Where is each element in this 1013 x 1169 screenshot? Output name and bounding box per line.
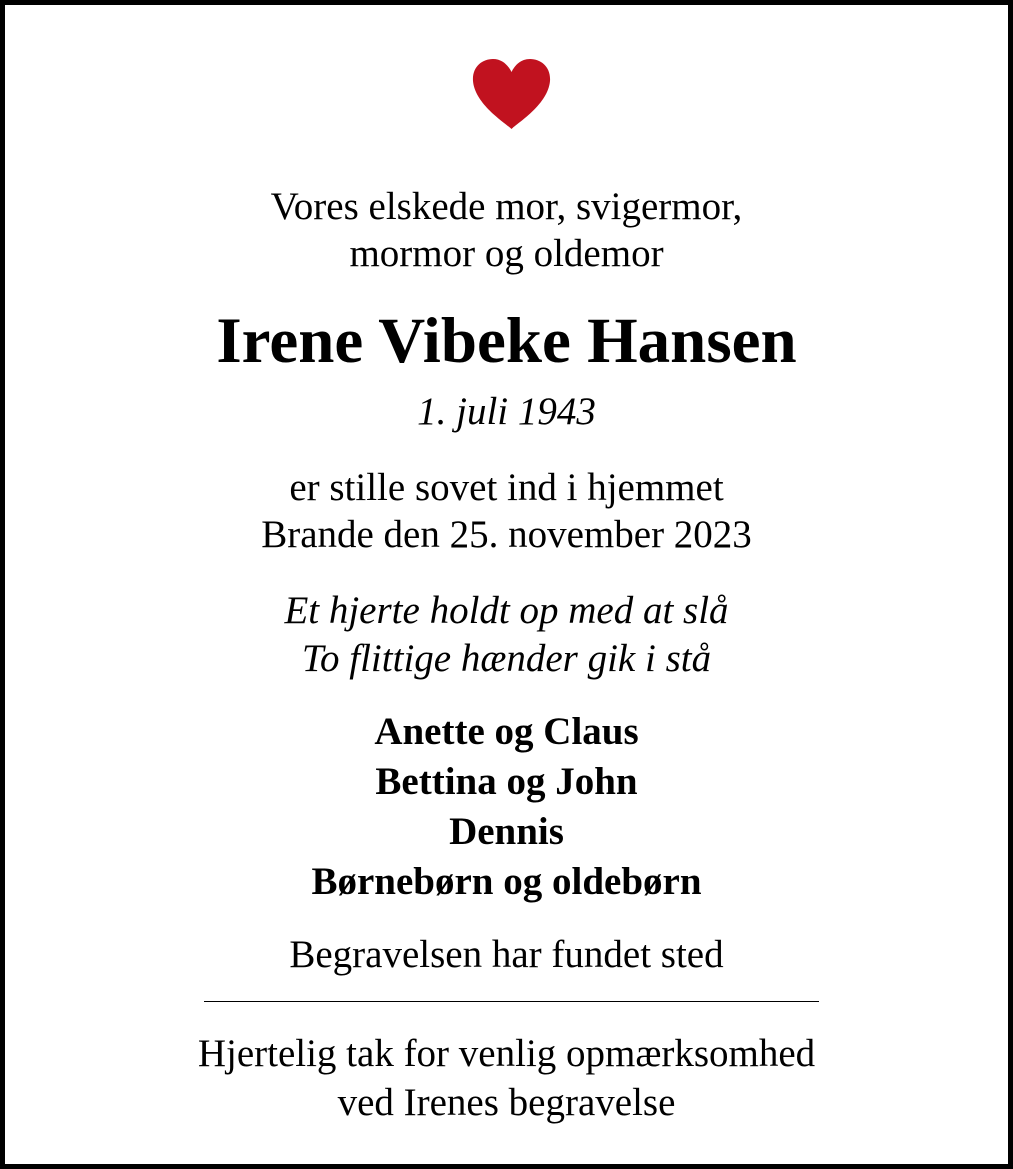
- family-member: Dennis: [449, 810, 564, 853]
- thanks-line: Hjertelig tak for venlig opmærksomhed: [197, 1032, 816, 1075]
- family-member: Anette og Claus: [374, 710, 639, 753]
- intro-line: Vores elskede mor, svigermor,: [270, 185, 743, 228]
- verse-line: To flittige hænder gik i stå: [301, 637, 712, 680]
- verse-line: Et hjerte holdt op med at slå: [284, 589, 729, 632]
- family-member: Bettina og John: [375, 760, 638, 803]
- death-line: Brande den 25. november 2023: [261, 513, 752, 556]
- heart-icon: [471, 57, 552, 131]
- family-member: Børnebørn og oldebørn: [311, 860, 702, 903]
- thanks-line: ved Irenes begravelse: [337, 1081, 676, 1124]
- birth-date: 1. juli 1943: [417, 390, 596, 433]
- deceased-name: Irene Vibeke Hansen: [216, 305, 797, 377]
- death-line: er stille sovet ind i hjemmet: [289, 466, 724, 509]
- divider: [204, 1001, 819, 1002]
- intro-line: mormor og oldemor: [349, 232, 664, 275]
- funeral-text: Begravelsen har fundet sted: [289, 933, 724, 976]
